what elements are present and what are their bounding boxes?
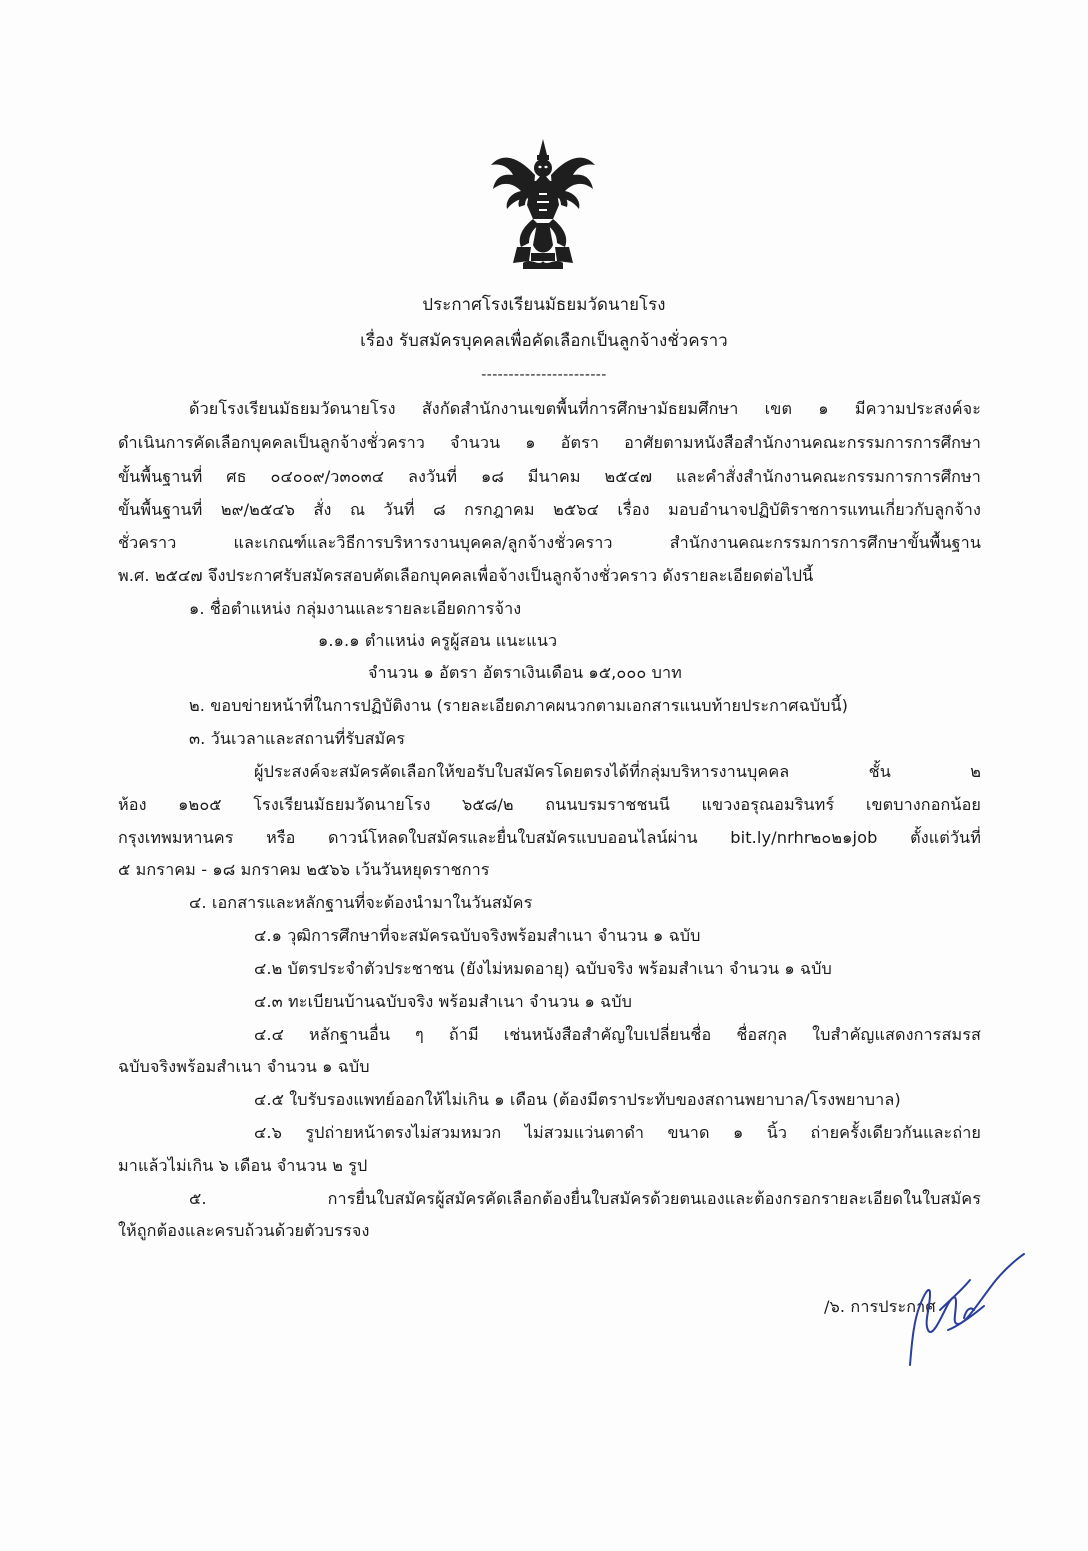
announcement-subject: เรื่อง รับสมัครบุคคลเพื่อคัดเลือกเป็นลูกจ้างชั่วคราว [360,330,728,350]
section1-amount: จำนวน ๑ อัตรา อัตราเงินเดือน ๑๕,๐๐๐ บาท [368,663,682,682]
intro-line: พ.ศ. ๒๕๔๗ จึงประกาศรับสมัครสอบคัดเลือกบุคคลเพื่อจ้างเป็นลูกจ้างชั่วคราว ดังรายละเอียดต่อไปนี้ [118,566,814,585]
section4-item: ๔.๕ ใบรับรองแพทย์ออกให้ไม่เกิน ๑ เดือน (ต้องมีตราประทับของสถานพยาบาล/โรงพยาบาล) [254,1090,901,1109]
section1-position: ๑.๑.๑ ตำแหน่ง ครูผู้สอน แนะแนว [318,631,558,650]
section5-line: ให้ถูกต้องและครบถ้วนด้วยตัวบรรจง [118,1221,370,1240]
section1-heading: ๑. ชื่อตำแหน่ง กลุ่มงานและรายละเอียดการจ้าง [189,599,522,618]
signature [900,1250,1030,1370]
section4-item: ๔.๑ วุฒิการศึกษาที่จะสมัครฉบับจริงพร้อมสำเนา จำนวน ๑ ฉบับ [254,926,701,945]
section2-heading: ๒. ขอบข่ายหน้าที่ในการปฏิบัติงาน (รายละเอียดภาคผนวกตามเอกสารแนบท้ายประกาศฉบับนี้) [189,696,849,715]
section3-line: ผู้ประสงค์จะสมัครคัดเลือกให้ขอรับใบสมัครโดยตรงได้ที่กลุ่มบริหารงานบุคคล ชั้น ๒ [254,762,981,781]
header-separator: ----------------------- [481,367,607,383]
continuation-note: /๖. การประกาศ [824,1297,936,1316]
section3-line: ๕ มกราคม - ๑๘ มกราคม ๒๕๖๖ เว้นวันหยุดราชการ [118,860,490,879]
section3-line: ห้อง ๑๒๐๕ โรงเรียนมัธยมวัดนายโรง ๖๕๘/๒ ถนนบรมราชชนนี แขวงอรุณอมรินทร์ เขตบางกอกน้อย [118,795,981,814]
section4-item: ๔.๓ ทะเบียนบ้านฉบับจริง พร้อมสำเนา จำนวน ๑ ฉบับ [254,992,632,1011]
announcement-title: ประกาศโรงเรียนมัธยมวัดนายโรง [422,294,666,314]
section3-line: กรุงเทพมหานคร หรือ ดาวน์โหลดใบสมัครและยื่นใบสมัครแบบออนไลน์ผ่าน bit.ly/nrhr๒๐๒๑job ตั้งแต่วันที่ [118,828,981,847]
section4-item: ๔.๒ บัตรประจำตัวประชาชน (ยังไม่หมดอายุ) ฉบับจริง พร้อมสำเนา จำนวน ๑ ฉบับ [254,959,832,978]
section4-item-continued: มาแล้วไม่เกิน ๖ เดือน จำนวน ๒ รูป [118,1156,368,1175]
section4-item-continued: ฉบับจริงพร้อมสำเนา จำนวน ๑ ฉบับ [118,1057,370,1076]
intro-line: ขั้นพื้นฐานที่ ศธ ๐๔๐๐๙/ว๓๐๓๔ ลงวันที่ ๑๘ มีนาคม ๒๕๔๗ และคำสั่งสำนักงานคณะกรรมการการศึกษา [118,467,981,486]
intro-line: ดำเนินการคัดเลือกบุคคลเป็นลูกจ้างชั่วคราว จำนวน ๑ อัตรา อาศัยตามหนังสือสำนักงานคณะกรรมการการศึกษา [118,433,981,452]
section4-item: ๔.๖ รูปถ่ายหน้าตรงไม่สวมหมวก ไม่สวมแว่นตาดำ ขนาด ๑ นิ้ว ถ่ายครั้งเดียวกันและถ่าย [254,1123,981,1142]
intro-line: ด้วยโรงเรียนมัธยมวัดนายโรง สังกัดสำนักงานเขตพื้นที่การศึกษามัธยมศึกษา เขต ๑ มีความประสงค์จะ [189,399,981,418]
garuda-emblem [487,135,599,270]
section3-heading: ๓. วันเวลาและสถานที่รับสมัคร [189,729,406,748]
section4-item: ๔.๔ หลักฐานอื่น ๆ ถ้ามี เช่นหนังสือสำคัญใบเปลี่ยนชื่อ ชื่อสกุล ใบสำคัญแสดงการสมรส [254,1025,981,1044]
section5-line: ๕. การยื่นใบสมัครผู้สมัครคัดเลือกต้องยื่นใบสมัครด้วยตนเองและต้องกรอกรายละเอียดในใบสมัคร [189,1189,981,1208]
section4-heading: ๔. เอกสารและหลักฐานที่จะต้องนำมาในวันสมัคร [189,893,533,912]
intro-line: ขั้นพื้นฐานที่ ๒๙/๒๕๔๖ สั่ง ณ วันที่ ๘ กรกฎาคม ๒๕๖๔ เรื่อง มอบอำนาจปฏิบัติราชการแทนเกี่ยวกับลูกจ้าง [118,500,981,519]
intro-line: ชั่วคราว และเกณฑ์และวิธีการบริหารงานบุคคล/ลูกจ้างชั่วคราว สำนักงานคณะกรรมการการศึกษาขั้นพื้นฐาน [118,533,981,552]
